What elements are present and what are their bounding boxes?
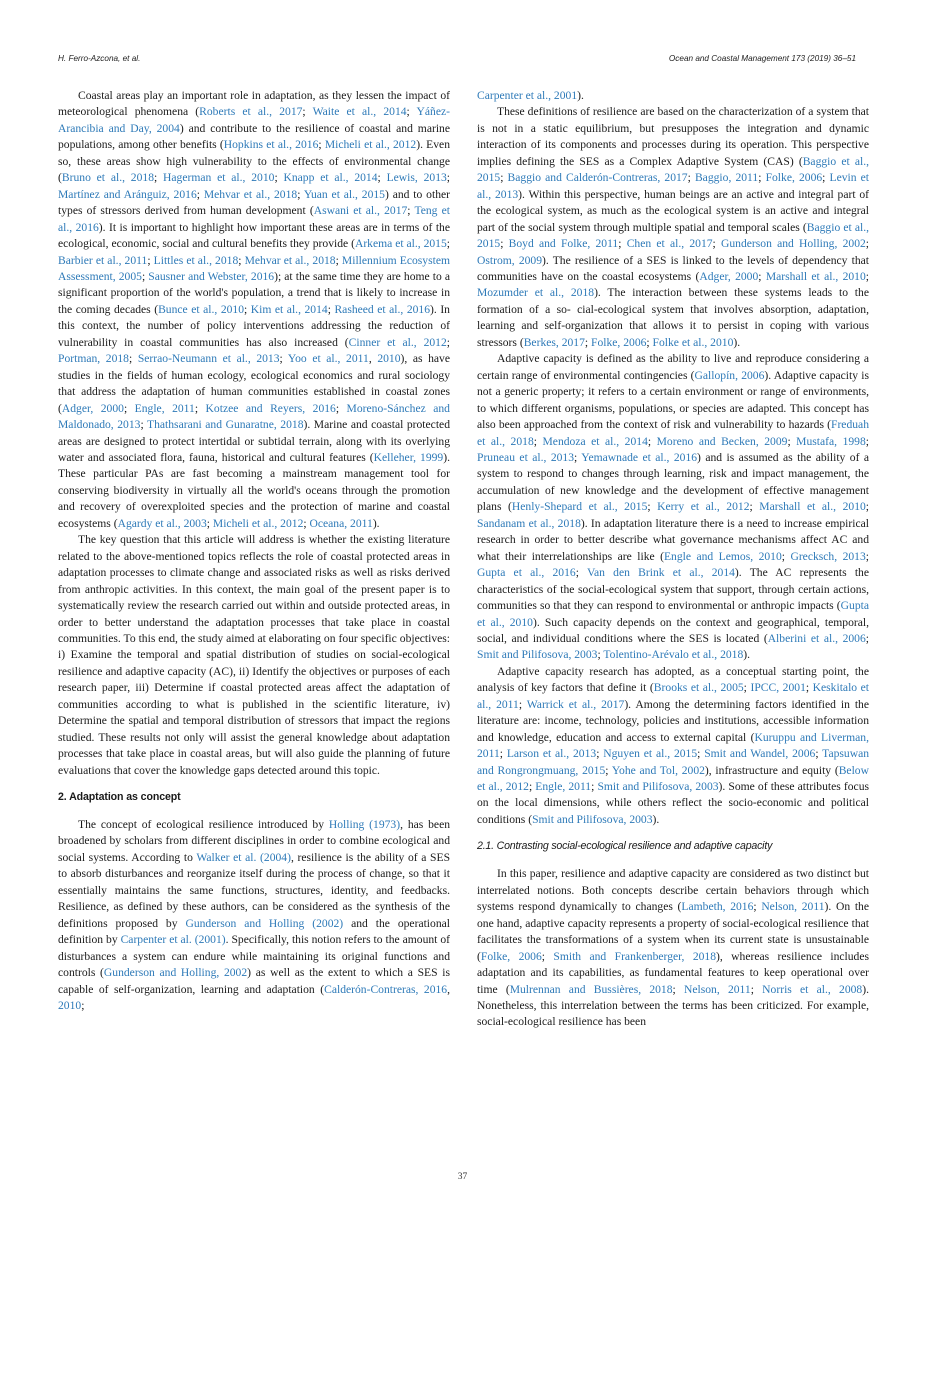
citation-link[interactable]: Agardy et al., 2003: [117, 516, 207, 530]
citation-link[interactable]: Folke et al., 2010: [652, 335, 734, 349]
citation-link[interactable]: Calderón-Contreras, 2016: [324, 982, 448, 996]
citation-link[interactable]: Smit and Wandel, 2006: [704, 747, 816, 761]
citation-link[interactable]: Adger, 2000: [61, 401, 124, 415]
citation-link[interactable]: Mehvar et al., 2018: [244, 253, 336, 267]
citation-link[interactable]: Barbier et al., 2011: [58, 253, 148, 267]
citation-link[interactable]: Serrao-Neumann et al., 2013: [137, 352, 280, 366]
citation-link[interactable]: Levin et al., 2013: [477, 171, 870, 201]
citation-link[interactable]: Gallopín, 2006: [694, 368, 765, 382]
citation-link[interactable]: Freduah et al., 2018: [477, 418, 869, 448]
citation-link[interactable]: Micheli et al., 2012: [212, 516, 304, 530]
citation-link[interactable]: Yoo et al., 2011: [287, 352, 369, 366]
paragraph: In this paper, resilience and adaptive capacity are considered as two distinct but interrelated notions. Both concepts describe certain behaviors through which systems respond dynamically to changes (Lambeth, 2016; Nelson, 2011). On the one hand, adaptive capacity represents a property of social-ecological resilience that facilitates the transformations of a system when its current state is unsustainable (Folke, 2006; Smith and Frankenberger, 2018), whereas resilience includes adaptation and its capabilities, as fundamental features to keep operational over time (Mulrennan and Bussières, 2018; Nelson, 2011; Norris et al., 2008). Nonetheless, this interrelation between the terms has been criticized. For example, social-ecological resilience has been: [477, 867, 869, 1029]
citation-link[interactable]: Holling (1973): [328, 818, 401, 832]
citation-link[interactable]: Yuan et al., 2015: [303, 187, 385, 201]
citation-link[interactable]: Teng et al., 2016: [58, 204, 450, 234]
citation-link[interactable]: Lambeth, 2016: [681, 900, 754, 914]
citation-link[interactable]: Marshall et al., 2010: [765, 269, 866, 283]
citation-link[interactable]: Berkes, 2017: [523, 335, 585, 349]
citation-link[interactable]: Moreno and Becken, 2009: [656, 434, 788, 448]
page-number: 37: [457, 1172, 468, 1182]
citation-link[interactable]: Engle, 2011: [535, 780, 592, 794]
citation-link[interactable]: Gupta et al., 2010: [477, 599, 869, 629]
citation-link[interactable]: Kotzee and Reyers, 2016: [205, 401, 336, 415]
paragraph: Adaptive capacity research has adopted, as a conceptual starting point, the analysis of key factors that define it (Brooks et al., 2005; IPCC, 2001; Keskitalo et al., 2011; Warrick et al., 2017). Among the determining factors identified in the literature are: income, technology, policies and institutions, accessible information and knowledge, education and access to external capital (Kuruppu and Liverman, 2011; Larson et al., 2013; Nguyen et al., 2015; Smit and Wandel, 2006; Tapsuwan and Rongrongmuang, 2015; Yohe and Tol, 2002), infrastructure and equity (Below et al., 2012; Engle, 2011; Smit and Pilifosova, 2003). Some of these attributes focus on the local dimensions, while others reflect the socio-economic and political conditions (Smit and Pilifosova, 2003).: [477, 664, 870, 826]
citation-link[interactable]: Portman, 2018: [58, 352, 129, 366]
citation-link[interactable]: Warrick et al., 2017: [526, 697, 625, 711]
citation-link[interactable]: Chen et al., 2017: [626, 237, 713, 251]
paragraph: Adaptive capacity is defined as the ability to live and reproduce considering a certain range of environmental contingencies (Gallopín, 2006). Adaptive capacity is not a generic property; it refers to a certain environment or range of environments, to which different organisms, populations, or species are adapted. This concept has also been approached from the context of risk and vulnerability to hazards (Freduah et al., 2018; Mendoza et al., 2014; Moreno and Becken, 2009; Mustafa, 1998; Pruneau et al., 2013; Yemawnade et al., 2016) and is assumed as the ability of a system to respond to changes through learning, risk and impact management, the accumulation of new knowledge and the development of effective management plans (Henly-Shepard et al., 2015; Kerry et al., 2012; Marshall et al., 2010; Sandanam et al., 2018). In adaptation literature there is a need to increase empirical research in order to better describe what governance mechanisms affect AC and what their interrelationships are like (Engle and Lemos, 2010; Grecksch, 2013; Gupta et al., 2016; Van den Brink et al., 2014). The AC represents the characteristics of the social-ecological system that support, through certain actions, communities so that they can respond to environmental or anthropic impacts (Gupta et al., 2010). Such capacity depends on the context and geographical, temporal, social, and individual conditions where the SES is located (Alberini et al., 2006; Smit and Pilifosova, 2003; Tolentino-Arévalo et al., 2018).: [477, 352, 870, 662]
citation-link[interactable]: Micheli et al., 2012: [324, 138, 417, 152]
citation-link[interactable]: Nelson, 2011: [683, 982, 751, 996]
citation-link[interactable]: Alberini et al., 2006: [767, 631, 866, 645]
citation-link[interactable]: Kerry et al., 2012: [657, 500, 750, 514]
citation-link[interactable]: Gunderson and Holling, 2002: [103, 966, 248, 980]
subsection-heading: 2.1. Contrasting social-ecological resilience and adaptive capacity: [477, 840, 773, 853]
citation-link[interactable]: Brooks et al., 2005: [653, 681, 744, 695]
citation-link[interactable]: Yáñez-Arancibia and Day, 2004: [58, 105, 450, 135]
citation-link[interactable]: Keskitalo et al., 2011: [477, 681, 870, 711]
citation-link[interactable]: Adger, 2000: [699, 269, 759, 283]
citation-link[interactable]: Folke, 2006: [480, 949, 542, 963]
citation-link[interactable]: Baggio, 2011: [694, 171, 759, 185]
citation-link[interactable]: Grecksch, 2013: [790, 549, 866, 563]
left-column: [58, 88, 450, 1014]
citation-link[interactable]: Mozumder et al., 2018: [477, 286, 595, 300]
citation-link[interactable]: Van den Brink et al., 2014: [586, 566, 735, 580]
citation-link[interactable]: Hopkins et al., 2016: [223, 138, 319, 152]
citation-link[interactable]: Nelson, 2011: [761, 900, 825, 914]
citation-link[interactable]: Gupta et al., 2016: [477, 566, 576, 580]
running-head-journal: Ocean and Coastal Management 173 (2019) 36–51: [668, 54, 856, 63]
citation-link[interactable]: 2010: [58, 999, 82, 1013]
citation-link[interactable]: Littles et al., 2018: [153, 253, 239, 267]
citation-link[interactable]: Below et al., 2012: [477, 763, 869, 794]
citation-link[interactable]: Smith and Frankenberger, 2018: [553, 949, 717, 963]
citation-link[interactable]: Lewis, 2013: [386, 171, 447, 185]
citation-link[interactable]: Gunderson and Holling, 2002: [721, 237, 866, 251]
citation-link[interactable]: Yohe and Tol, 2002: [611, 763, 705, 777]
citation-link[interactable]: Kelleher, 1999: [373, 450, 444, 464]
citation-link[interactable]: Smit and Pilifosova, 2003: [532, 812, 653, 826]
citation-link[interactable]: Arkema et al., 2015: [354, 237, 447, 251]
citation-link[interactable]: Engle, 2011: [134, 401, 195, 415]
citation-link[interactable]: Roberts et al., 2017: [199, 105, 303, 119]
citation-link[interactable]: Tolentino-Arévalo et al., 2018: [603, 648, 744, 662]
citation-link[interactable]: Kim et al., 2014: [250, 302, 328, 316]
citation-link[interactable]: Carpenter et al., 2001: [477, 89, 578, 102]
citation-link[interactable]: Martínez and Aránguiz, 2016: [58, 187, 197, 201]
citation-link[interactable]: Oceana, 2011: [309, 516, 373, 530]
citation-link[interactable]: Hagerman et al., 2010: [163, 171, 275, 185]
citation-link[interactable]: Sandanam et al., 2018: [477, 516, 581, 530]
citation-link[interactable]: Baggio and Calderón-Contreras, 2017: [507, 171, 688, 185]
citation-link[interactable]: Yemawnade et al., 2016: [581, 450, 698, 464]
right-column: [477, 88, 869, 1031]
citation-link[interactable]: Ostrom, 2009: [477, 253, 543, 267]
citation-link[interactable]: Waite et al., 2014: [312, 105, 407, 119]
citation-link[interactable]: Knapp et al., 2014: [283, 171, 378, 185]
citation-link[interactable]: Kuruppu and Liverman, 2011: [477, 730, 869, 761]
section-heading: 2. Adaptation as concept: [58, 791, 181, 804]
citation-link[interactable]: Mehvar et al., 2018: [203, 187, 298, 201]
citation-link[interactable]: Millennium Ecosystem Assessment, 2005: [58, 253, 450, 283]
citation-link[interactable]: Cinner et al., 2012: [348, 335, 447, 349]
citation-link[interactable]: Engle and Lemos, 2010: [663, 549, 782, 563]
citation-link[interactable]: Sausner and Webster, 2016: [148, 269, 275, 283]
citation-link[interactable]: IPCC, 2001: [750, 681, 806, 695]
citation-link[interactable]: Mustafa, 1998: [796, 434, 866, 448]
citation-link[interactable]: Baggio et al., 2015: [477, 220, 869, 251]
citation-link[interactable]: Smit and Pilifosova, 2003: [477, 648, 598, 662]
citation-link[interactable]: Rasheed et al., 2016: [334, 302, 431, 316]
citation-link[interactable]: Bruno et al., 2018: [61, 171, 154, 185]
citation-link[interactable]: Gunderson and Holling (2002): [185, 916, 344, 930]
citation-link[interactable]: Boyd and Folke, 2011: [508, 237, 619, 251]
citation-link[interactable]: Walker et al. (2004): [196, 850, 291, 864]
citation-link[interactable]: Thathsarani and Gunaratne, 2018: [147, 418, 304, 432]
citation-link[interactable]: Mendoza et al., 2014: [542, 434, 648, 448]
citation-link[interactable]: Norris et al., 2008: [762, 982, 863, 996]
citation-link[interactable]: Henly-Shepard et al., 2015: [511, 500, 648, 514]
citation-link[interactable]: Baggio et al., 2015: [477, 154, 869, 185]
citation-link[interactable]: Aswani et al., 2017: [313, 204, 408, 218]
citation-link[interactable]: Tapsuwan and Rongrongmuang, 2015: [477, 747, 870, 777]
citation-link[interactable]: Folke, 2006: [765, 171, 823, 185]
citation-link[interactable]: Marshall et al., 2010: [759, 500, 866, 514]
paragraph: Coastal areas play an important role in adaptation, as they lessen the impact of meteorological phenomena (Roberts et al., 2017; Waite et al., 2014; Yáñez-Arancibia and Day, 2004) and contribute to the resilience of coastal and marine populations, among other benefits (Hopkins et al., 2016; Micheli et al., 2012). Even so, these areas show high vulnerability to the effects of environmental change (Bruno et al., 2018; Hagerman et al., 2010; Knapp et al., 2014; Lewis, 2013; Martínez and Aránguiz, 2016; Mehvar et al., 2018; Yuan et al., 2015) and to other types of stressors derived from human development (Aswani et al., 2017; Teng et al., 2016). It is important to highlight how important these areas are in terms of the ecological, economic, social and cultural benefits they provide (Arkema et al., 2015; Barbier et al., 2011; Littles et al., 2018; Mehvar et al., 2018; Millennium Ecosystem Assessment, 2005; Sausner and Webster, 2016); at the same time they are home to a significant proportion of the world's population, a trend that is likely to increase in the coming decades (Bunce et al., 2010; Kim et al., 2014; Rasheed et al., 2016). In this context, the number of policy interventions addressing the reduction of vulnerability in coastal communities has also increased (Cinner et al., 2012; Portman, 2018; Serrao-Neumann et al., 2013; Yoo et al., 2011, 2010), as have studies in the fields of human ecology, ecological economics and rural sociology that address the adaptation of human communities established in coastal zones (Adger, 2000; Engle, 2011; Kotzee and Reyers, 2016; Moreno-Sánchez and Maldonado, 2013; Thathsarani and Gunaratne, 2018). Marine and coastal protected areas are designed to protect intertidal or subtidal terrain, along with its overlying water and associated flora, fauna, historical and cultural features (Kelleher, 1999). These particular PAs are fast becoming a mainstream management tool for conserving biodiversity in virtually all the world's oceans through the promotion and recovery of overexploited species and the protection of marine and coastal ecosystems (Agardy et al., 2003; Micheli et al., 2012; Oceana, 2011).: [58, 89, 451, 530]
paragraph-continued: Carpenter et al., 2001).: [477, 89, 584, 102]
citation-link[interactable]: Larson et al., 2013: [506, 747, 597, 761]
running-head-authors: H. Ferro-Azcona, et al.: [58, 54, 141, 63]
citation-link[interactable]: 2010: [377, 352, 401, 366]
citation-link[interactable]: Folke, 2006: [591, 335, 647, 349]
paragraph: The concept of ecological resilience introduced by Holling (1973), has been broadened by scholars from different disciplines in order to combine ecological and social systems. According to Walker et al. (2004), resilience is the ability of a SES to absorb disturbances and reorganize itself during the process of change, so that it essentially maintains the same functions, structures, identity, and feedbacks. Resilience, as defined by these authors, can be considered as the synthesis of the definitions proposed by Gunderson and Holling (2002) and the operational definition by Carpenter et al. (2001). Specifically, this notion refers to the amount of disturbances a system can endure while maintaining its original functions and controls (Gunderson and Holling, 2002) as well as the extent to which a SES is capable of self-organization, learning and adaptation (Calderón-Contreras, 2016, 2010;: [58, 818, 451, 1013]
paragraph: These definitions of resilience are based on the characterization of a system that is not in a static equilibrium, but presupposes the integration and dynamic interaction of its components and processes during its operation. This perspective implies defining the SES as a Complex Adaptive System (CAS) (Baggio et al., 2015; Baggio and Calderón-Contreras, 2017; Baggio, 2011; Folke, 2006; Levin et al., 2013). Within this perspective, human beings are an active and integral part of the ecological system, as much as the ecological system is an active and integral part of the social system through multiple spatial and temporal scales (Baggio et al., 2015; Boyd and Folke, 2011; Chen et al., 2017; Gunderson and Holling, 2002; Ostrom, 2009). The resilience of a SES is linked to the levels of dependency that communities have on the coastal ecosystems (Adger, 2000; Marshall et al., 2010; Mozumder et al., 2018). The interaction between these systems leads to the formation of a so- cial-ecological system that involves absorption, adaptation, learning and self-organization that allows it to persist in coping with various stressors (Berkes, 2017; Folke, 2006; Folke et al., 2010).: [477, 105, 870, 349]
citation-link[interactable]: Moreno-Sánchez and Maldonado, 2013: [58, 401, 450, 432]
citation-link[interactable]: Smit and Pilifosova, 2003: [597, 780, 719, 794]
citation-link[interactable]: Pruneau et al., 2013: [477, 450, 575, 464]
citation-link[interactable]: Nguyen et al., 2015: [603, 747, 698, 761]
citation-link[interactable]: Carpenter et al. (2001): [120, 933, 226, 947]
citation-link[interactable]: Bunce et al., 2010: [158, 302, 245, 316]
citation-link[interactable]: Mulrennan and Bussières, 2018: [509, 982, 673, 996]
paragraph: The key question that this article will address is whether the existing literature related to the above-mentioned topics reflects the role of coastal protected areas in adaptation processes to climate change and associated risks as well as risks derived from anthropic activities. In this context, the main goal of the present paper is to systematically review the research carried out within and outside protected areas, in order to better understand the adaptation processes that take place in coastal communities. To this end, the study aimed at elaborating on four specific objectives: i) Examine the temporal and spatial distribution of studies on social-ecological resilience and adaptive capacity (AC), ii) Identify the objectives or purposes of each research paper, iii) Determine if coastal protected areas affect the adaptation of communities according to what is published in the scientific literature, iv) Determine the spatial and temporal distribution of stressors that impact the regions studied. These results not only will assist the general knowledge about adaptation processes that take place in coastal areas, but will also guide the planning of future evaluations that cover the knowledge gaps detected around this topic.: [58, 533, 450, 777]
